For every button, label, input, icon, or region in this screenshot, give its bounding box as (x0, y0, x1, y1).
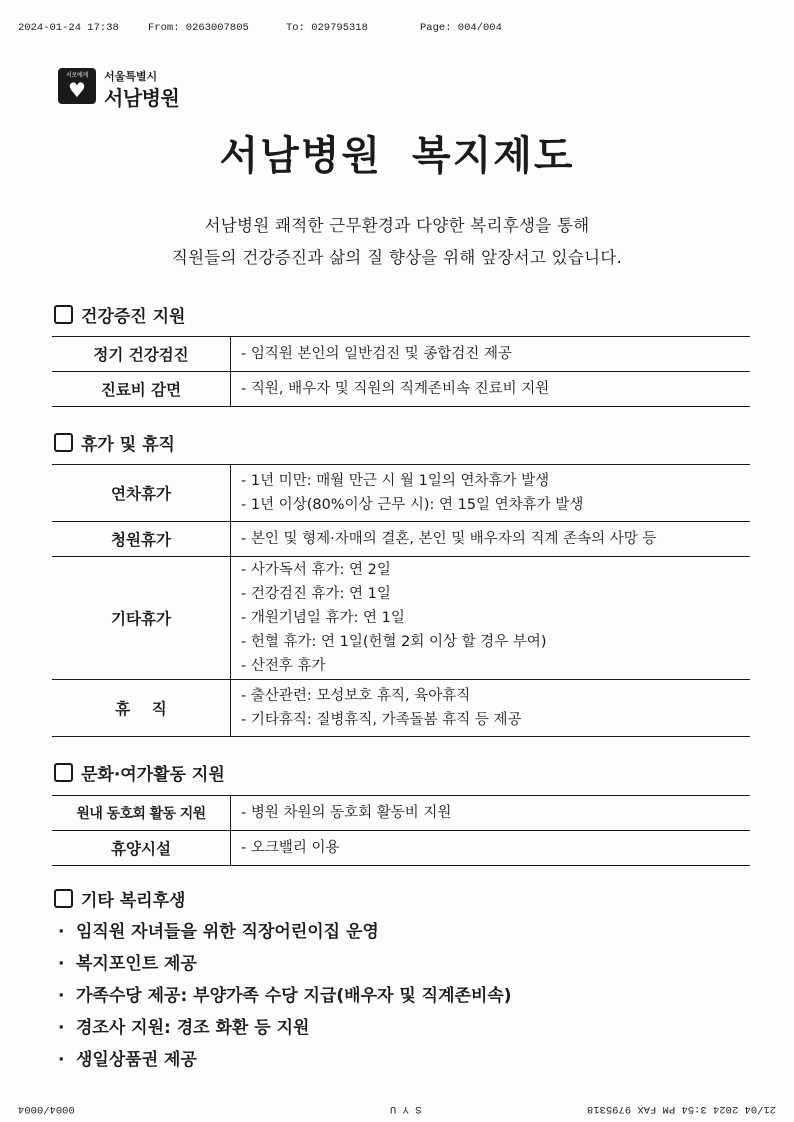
row-line: - 오크밸리 이용 (241, 840, 340, 856)
section-heading-leave (54, 430, 175, 455)
row-content (231, 372, 751, 407)
row-label: 청원휴가 (52, 522, 231, 557)
row-line: - 기타휴직: 질병휴직, 가족돌봄 휴직 등 제공 (241, 712, 522, 728)
row-content (231, 522, 751, 557)
checkbox-icon (54, 433, 73, 452)
list-item-text: 복지포인트 제공 (76, 954, 197, 974)
table-row (52, 465, 750, 522)
fax-footer-pages: 0004/0004 (18, 1103, 75, 1115)
row-label: 휴 직 (52, 680, 231, 737)
row-line: - 출산관련: 모성보호 휴직, 육아휴직 (241, 688, 471, 704)
row-line: - 사가독서 휴가: 연 2일 (241, 562, 391, 578)
row-line: - 직원, 배우자 및 직원의 직계존비속 진료비 지원 (241, 381, 550, 397)
list-item: · 경조사 지원: 경조 화환 등 지원 (58, 1018, 310, 1038)
row-label: 원내 동호회 활동 지원 (52, 796, 231, 831)
fax-datetime: 2024-01-24 17:38 (18, 22, 119, 34)
list-item: · 복지포인트 제공 (58, 954, 197, 974)
list-item: · 임직원 자녀들을 위한 직장어린이집 운영 (58, 922, 379, 942)
leave-table (52, 464, 750, 737)
intro-line-2: 직원들의 건강증진과 삶의 질 향상을 위해 앞장서고 있습니다. (171, 248, 623, 267)
row-label: 진료비 감면 (52, 372, 231, 407)
fax-header (18, 22, 776, 36)
fax-footer (18, 1103, 776, 1117)
row-content (231, 796, 751, 831)
hospital-logo (58, 66, 218, 108)
heart-logo-icon: 서로에게 ♥ (58, 68, 96, 104)
page-title: 서남병원 복지제도 (219, 133, 575, 179)
other-benefits-list (58, 920, 512, 1080)
list-item: · 생일상품권 제공 (58, 1050, 197, 1070)
table-row (52, 372, 750, 407)
row-content (231, 831, 751, 866)
list-item: · 가족수당 제공: 부양가족 수당 지급(배우자 및 직계존비속) (58, 986, 512, 1006)
list-item-text: 가족수당 제공: 부양가족 수당 지급(배우자 및 직계존비속) (76, 986, 512, 1006)
row-label: 정기 건강검진 (52, 337, 231, 372)
row-line: - 헌혈 휴가: 연 1일(헌혈 2회 이상 할 경우 부여) (241, 634, 547, 650)
row-line: - 1년 미만: 매월 만근 시 월 1일의 연차휴가 발생 (241, 473, 550, 489)
intro-line-1: 서남병원 쾌적한 근무환경과 다양한 복리후생을 통해 (204, 216, 590, 235)
section-title: 기타 복리후생 (81, 891, 186, 911)
table-row (52, 796, 750, 831)
fax-from: From: 0263007805 (148, 22, 249, 34)
section-heading-other (54, 886, 185, 911)
section-title: 건강증진 지원 (81, 307, 186, 327)
row-line: - 본인 및 형제·자매의 결혼, 본인 및 배우자의 직계 존속의 사망 등 (241, 531, 657, 547)
fax-to: To: 029795318 (286, 22, 368, 34)
section-heading-culture (54, 760, 225, 785)
health-support-table (52, 336, 750, 407)
row-content (231, 680, 751, 737)
list-item-text: 임직원 자녀들을 위한 직장어린이집 운영 (76, 922, 379, 942)
list-item-text: 경조사 지원: 경조 화환 등 지원 (76, 1018, 310, 1038)
checkbox-icon (54, 889, 73, 908)
culture-table (52, 795, 750, 866)
row-content (231, 557, 751, 680)
row-label: 기타휴가 (52, 557, 231, 680)
logo-city: 서울특별시 (104, 70, 158, 83)
table-row (52, 337, 750, 372)
row-line: - 건강검진 휴가: 연 1일 (241, 586, 391, 602)
row-line: - 임직원 본인의 일반검진 및 종합검진 제공 (241, 346, 513, 362)
section-heading-health (54, 302, 185, 327)
fax-footer-stamp: 21/04 2024 3:54 PM FAX 9795318 (586, 1103, 776, 1115)
row-line: - 개원기념일 휴가: 연 1일 (241, 610, 405, 626)
row-label: 휴양시설 (52, 831, 231, 866)
table-row (52, 831, 750, 866)
checkbox-icon (54, 763, 73, 782)
row-content (231, 465, 751, 522)
row-content (231, 337, 751, 372)
fax-page: Page: 004/004 (420, 22, 502, 34)
row-line: - 산전후 휴가 (241, 658, 326, 674)
table-row (52, 680, 750, 737)
row-line: - 1년 이상(80%이상 근무 시): 연 15일 연차휴가 발생 (241, 497, 584, 513)
list-item-text: 생일상품권 제공 (76, 1050, 197, 1070)
section-title: 휴가 및 휴직 (81, 435, 175, 455)
fax-footer-middle: S Y U (390, 1103, 422, 1115)
checkbox-icon (54, 305, 73, 324)
row-label: 연차휴가 (52, 465, 231, 522)
table-row (52, 522, 750, 557)
row-line: - 병원 차원의 동호회 활동비 지원 (241, 805, 452, 821)
logo-tagline: 서로에게 (66, 72, 88, 79)
section-title: 문화·여가활동 지원 (81, 765, 225, 785)
logo-name: 서남병원 (104, 86, 180, 110)
table-row (52, 557, 750, 680)
